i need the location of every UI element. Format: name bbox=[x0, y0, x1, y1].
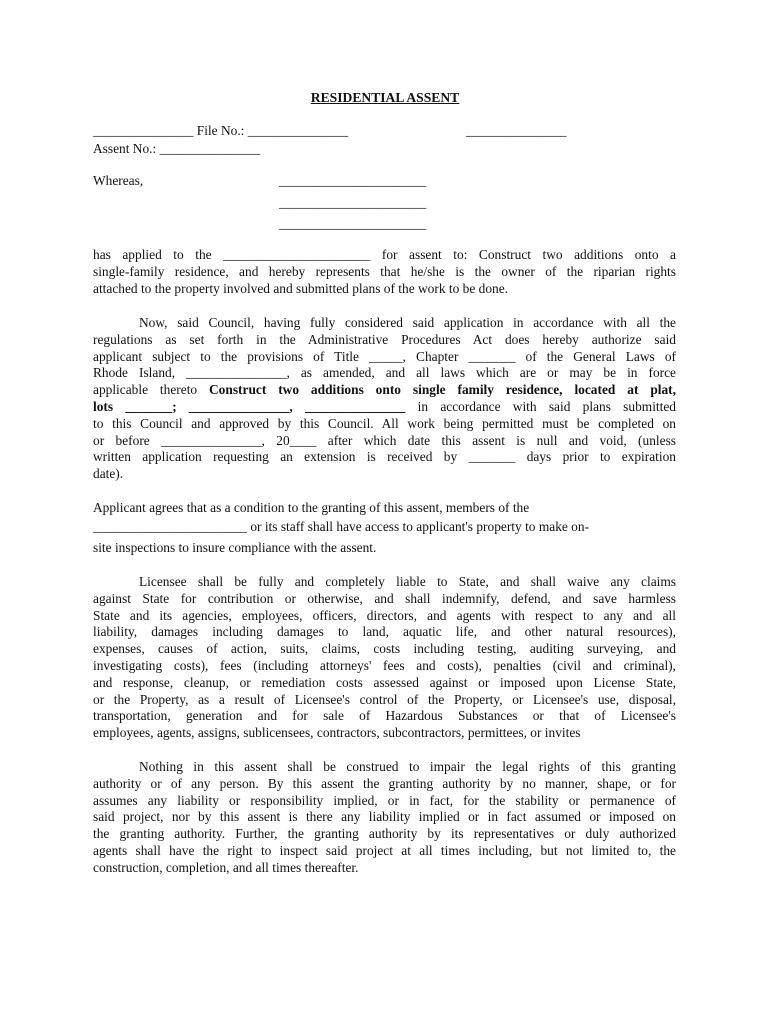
text-segment: in accordance with said plans submitted bbox=[405, 398, 676, 414]
text-line bbox=[93, 399, 676, 416]
text-line: and response, cleanup, or remediation costs assessed against or imposed upon License State, bbox=[93, 674, 676, 690]
text-line: construction, completion, and all times thereafter. bbox=[93, 859, 359, 875]
text-line: against State for contribution or otherwise, and shall indemnify, defend, and save harmless bbox=[93, 590, 676, 606]
text-line: Nothing in this assent shall be construed to impair the legal rights of this granting bbox=[139, 759, 676, 774]
bold-text: lots _______; _______________, _______________ bbox=[93, 398, 406, 414]
right-blank: _______________ bbox=[466, 123, 567, 138]
text-line: assumes any liability or responsibility implied, or in fact, for the stability or permanence of bbox=[93, 792, 676, 808]
text-segment: applicable thereto bbox=[93, 382, 210, 398]
text-line: liability, damages including damages to land, aquatic life, and other natural resources), bbox=[93, 624, 676, 640]
whereas-blank-1: ______________________ bbox=[279, 173, 427, 188]
text-line: the granting authority. Further, the granting authority by its representatives or duly authorized bbox=[93, 826, 676, 842]
council-paragraph bbox=[93, 315, 676, 483]
text-line: transportation, generation and for sale of Hazardous Substances or that of Licensee's bbox=[93, 708, 676, 724]
file-number-line: _______________ File No.: _______________ bbox=[93, 123, 349, 138]
access-line-1: Applicant agrees that as a condition to the granting of this assent, members of the bbox=[93, 500, 530, 515]
text-line: applicant subject to the provisions of Title _____, Chapter _______ of the General Laws of bbox=[93, 348, 676, 364]
assent-number-line: Assent No.: _______________ bbox=[93, 141, 261, 156]
text-line: attached to the property involved and submitted plans of the work to be done. bbox=[93, 280, 509, 296]
text-line bbox=[93, 382, 676, 399]
access-line-3: site inspections to insure compliance with the assent. bbox=[93, 540, 377, 555]
whereas-blank-3: ______________________ bbox=[279, 216, 427, 231]
text-line: Licensee shall be fully and completely liable to State, and shall waive any claims bbox=[139, 574, 676, 589]
rights-paragraph bbox=[93, 759, 676, 877]
text-line: said project, nor by this assent is there any liability implied or in fact assumed or imposed on bbox=[93, 809, 676, 825]
whereas-blank-2: ______________________ bbox=[279, 195, 427, 210]
text-line: regulations as set forth in the Administrative Procedures Act does hereby authorize said bbox=[93, 331, 676, 347]
bold-text: Construct two additions onto single family residence, located at plat, bbox=[209, 382, 676, 398]
text-line: date). bbox=[93, 466, 124, 482]
text-line: to this Council and approved by this Council. All work being permitted must be completed on bbox=[93, 415, 676, 431]
text-line: single-family residence, and hereby represents that he/she is the owner of the riparian rights bbox=[93, 263, 676, 279]
text-line: Now, said Council, having fully considered said application in accordance with all the bbox=[139, 315, 676, 330]
text-line: has applied to the ______________________ for assent to: Construct two additions onto a bbox=[93, 247, 676, 262]
liability-paragraph bbox=[93, 574, 676, 742]
document-title: RESIDENTIAL ASSENT bbox=[310, 90, 460, 105]
text-line: or before _______________, 20____ after which date this assent is null and void, (unless bbox=[93, 432, 676, 448]
text-line: State and its agencies, employees, officers, directors, and agents with respect to any and all bbox=[93, 607, 676, 623]
access-line-2: _______________________ or its staff shall have access to applicant's property to make on- bbox=[93, 519, 590, 534]
text-line: Rhode Island, _______________, as amended, and all laws which are or may be in force bbox=[93, 365, 676, 381]
applicant-paragraph bbox=[93, 247, 676, 297]
text-line: authority or of any person. By this assent the granting authority by no manner, shape, or for bbox=[93, 775, 676, 791]
whereas-label: Whereas, bbox=[93, 173, 144, 188]
text-line: or the Property, as a result of Licensee's control of the Property, or Licensee's use, disposal, bbox=[93, 691, 676, 707]
text-line: written application requesting an extension is received by _______ days prior to expiration bbox=[93, 449, 676, 465]
text-line: expenses, causes of action, suits, claims, costs including testing, auditing surveying, and bbox=[93, 641, 676, 657]
text-line: employees, agents, assigns, sublicensees, contractors, subcontractors, permittees, or invites bbox=[93, 725, 581, 741]
text-line: investigating costs), fees (including attorneys' fees and costs), penalties (civil and criminal), bbox=[93, 657, 676, 673]
text-line: agents shall have the right to inspect said project at all times including, but not limited to, the bbox=[93, 842, 676, 858]
